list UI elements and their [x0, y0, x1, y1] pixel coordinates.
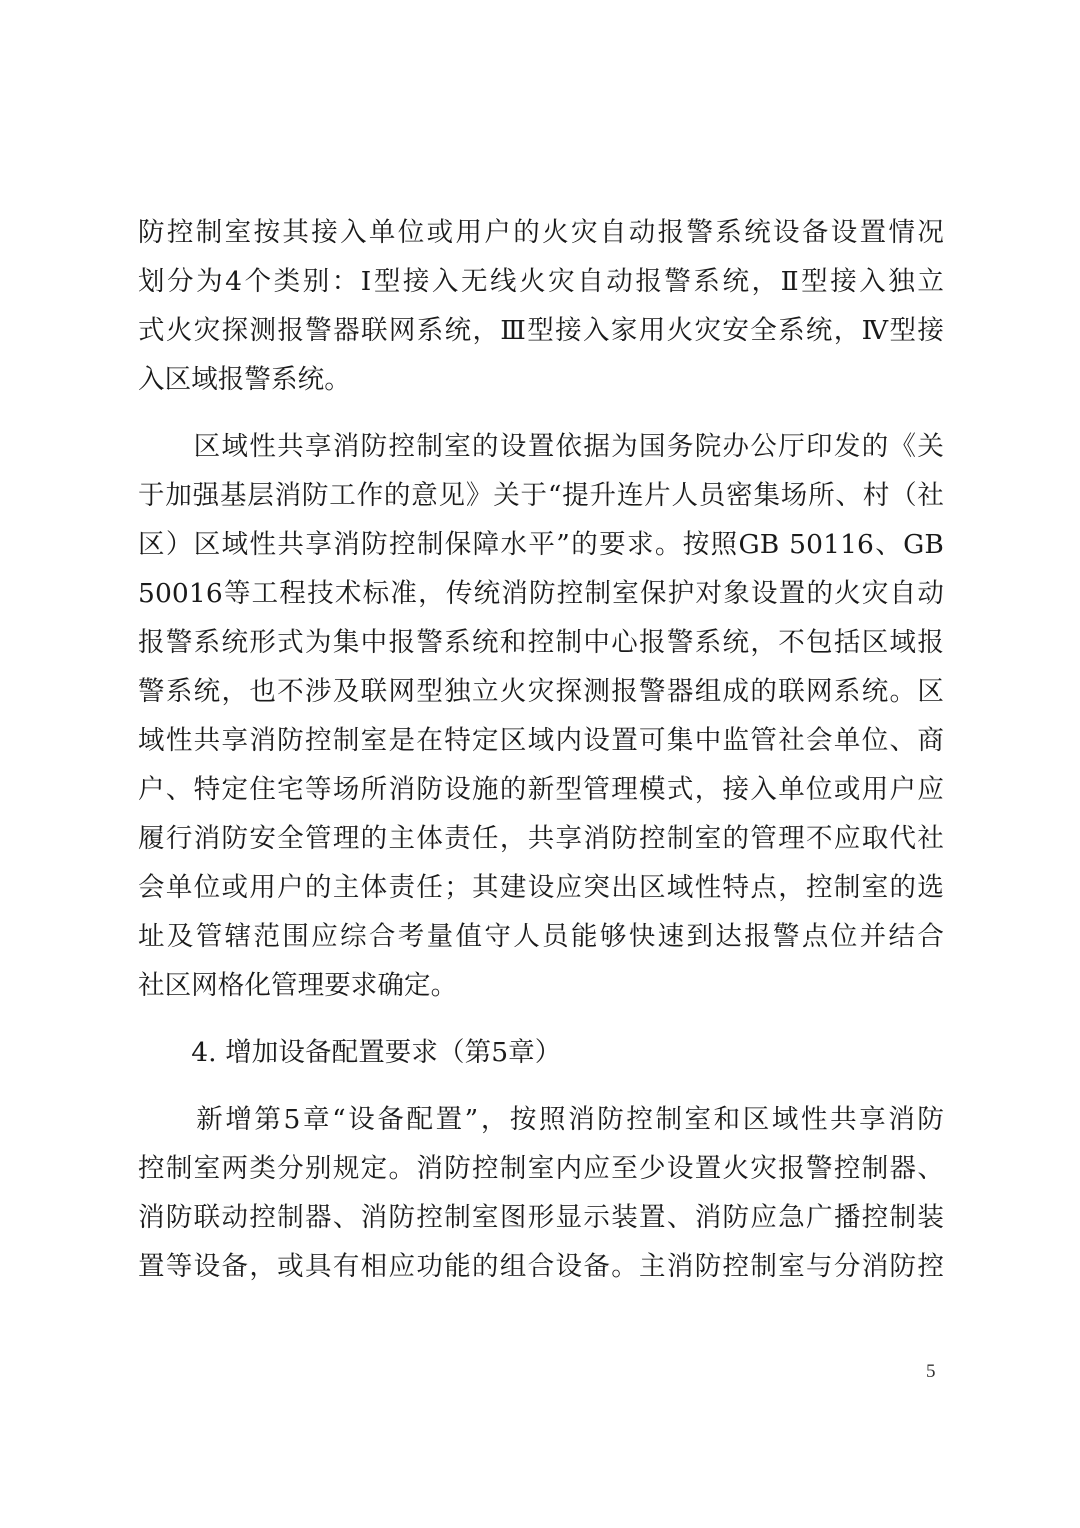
text-line: 防控制室按其接入单位或用户的火灾自动报警系统设备设置情况	[138, 217, 944, 248]
paragraph-gap	[138, 404, 944, 422]
text-line: 控制室两类分别规定。消防控制室内应至少设置火灾报警控制器、	[138, 1153, 944, 1184]
text-line: 区）区域性共享消防控制保障水平”的要求。按照GB 50116、GB	[138, 529, 944, 560]
paragraph-category-division	[138, 208, 944, 404]
text-line: 址及管辖范围应综合考量值守人员能够快速到达报警点位并结合	[138, 921, 944, 952]
paragraph-shared-control-room	[138, 422, 944, 1010]
paragraph-gap	[138, 1077, 944, 1095]
paragraph-gap	[138, 1010, 944, 1028]
text-line: 新增第5章“设备配置”，按照消防控制室和区域性共享消防	[138, 1104, 944, 1135]
text-line: 户、特定住宅等场所消防设施的新型管理模式，接入单位或用户应	[138, 774, 944, 805]
text-line: 域性共享消防控制室是在特定区域内设置可集中监管社会单位、商	[138, 725, 944, 756]
text-line: 警系统，也不涉及联网型独立火灾探测报警器组成的联网系统。区	[138, 676, 944, 707]
text-line: 置等设备，或具有相应功能的组合设备。主消防控制室与分消防控	[138, 1251, 944, 1282]
text-line: 4. 增加设备配置要求（第5章）	[138, 1037, 562, 1068]
page-number: 5	[926, 1361, 936, 1382]
text-line: 50016等工程技术标准，传统消防控制室保护对象设置的火灾自动	[138, 578, 944, 609]
section-heading-equipment	[138, 1028, 944, 1077]
body-text	[138, 208, 944, 1291]
text-line: 区域性共享消防控制室的设置依据为国务院办公厅印发的《关	[138, 431, 944, 462]
text-line: 划分为4个类别：Ⅰ型接入无线火灾自动报警系统，Ⅱ型接入独立	[138, 266, 944, 297]
text-line: 社区网格化管理要求确定。	[138, 970, 458, 1001]
text-line: 入区域报警系统。	[138, 364, 351, 395]
text-line: 履行消防安全管理的主体责任，共享消防控制室的管理不应取代社	[138, 823, 944, 854]
text-line: 式火灾探测报警器联网系统，Ⅲ型接入家用火灾安全系统，Ⅳ型接	[138, 315, 944, 346]
text-line: 消防联动控制器、消防控制室图形显示装置、消防应急广播控制装	[138, 1202, 944, 1233]
text-line: 报警系统形式为集中报警系统和控制中心报警系统，不包括区域报	[138, 627, 944, 658]
text-line: 于加强基层消防工作的意见》关于“提升连片人员密集场所、村（社	[138, 480, 944, 511]
paragraph-equipment-config	[138, 1095, 944, 1291]
text-line: 会单位或用户的主体责任；其建设应突出区域性特点，控制室的选	[138, 872, 944, 903]
